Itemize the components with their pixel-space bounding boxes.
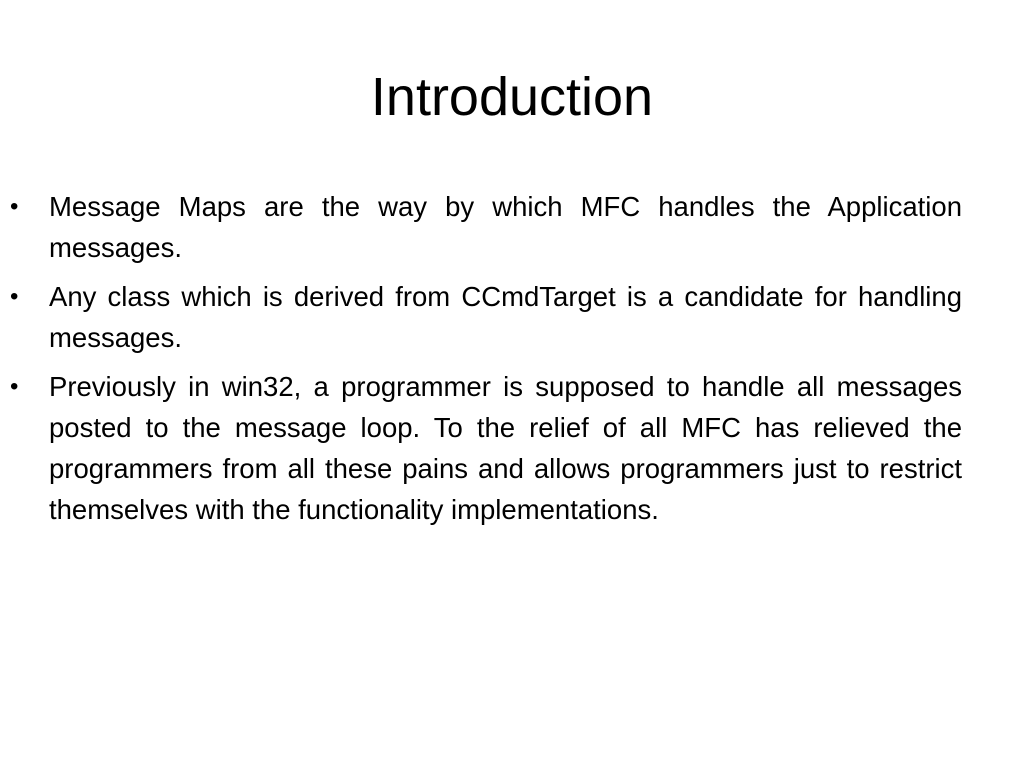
bullet-item [10,276,962,358]
bullet-text: Message Maps are the way by which MFC handles the Application messages. [49,191,962,263]
bullet-list [10,186,962,538]
bullet-icon: • [10,193,19,220]
bullet-item [10,186,962,268]
slide-title: Introduction [370,67,654,127]
bullet-text: Previously in win32, a programmer is supposed to handle all messages posted to the message loop. To the relief of all MFC has relieved the programmers from all these pains and allows programmers just to restrict themselves with the functionality implementations. [49,371,962,525]
bullet-text: Any class which is derived from CCmdTarget is a candidate for handling messages. [49,281,962,353]
bullet-item [10,366,962,530]
bullet-icon: • [10,283,19,310]
bullet-icon: • [10,373,19,400]
